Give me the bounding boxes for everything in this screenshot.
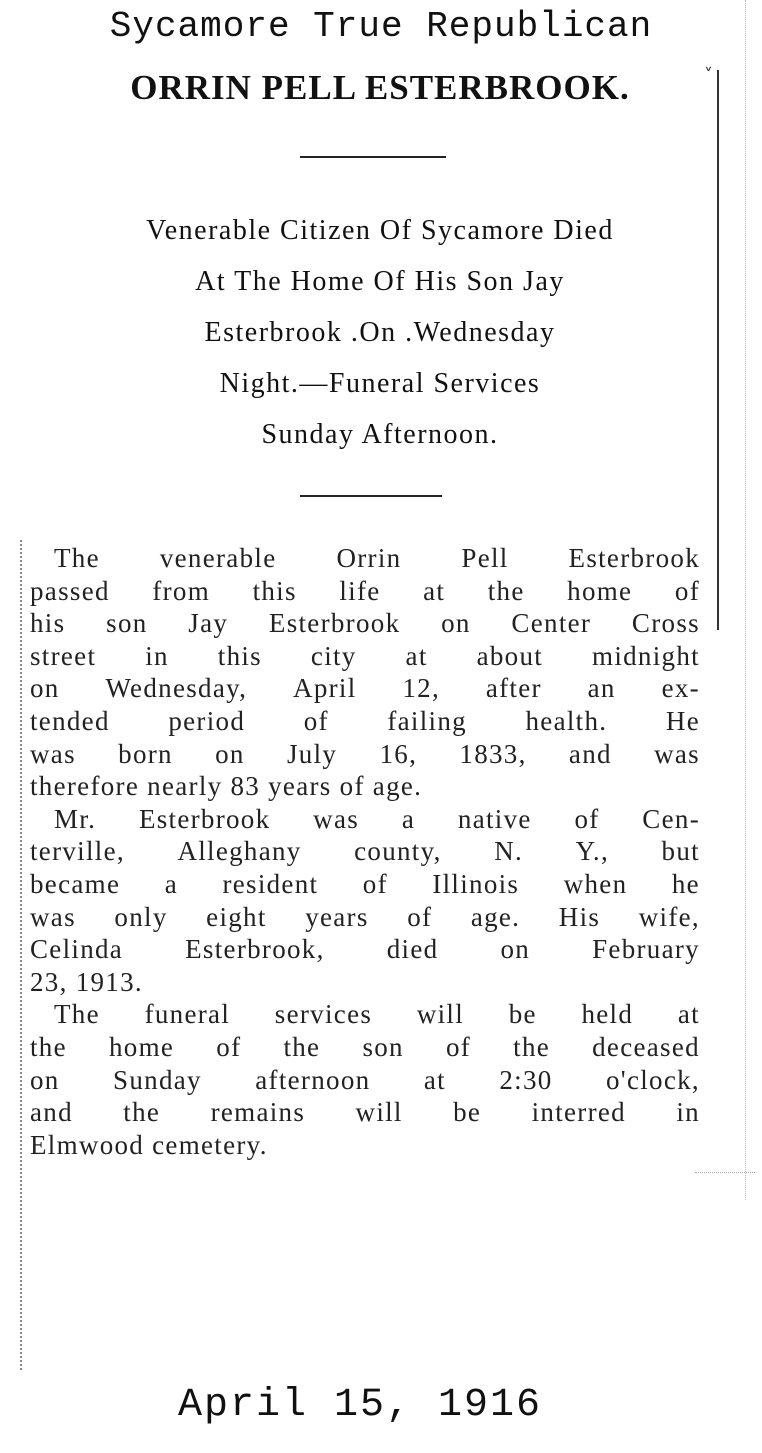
subhead-line: Sunday Afternoon. [261, 419, 499, 450]
article-line: on Wednesday, April 12, after an ex- [30, 673, 700, 704]
article-line: tended period of failing health. He [30, 705, 700, 736]
subhead-line: At The Home Of His Son Jay [195, 266, 565, 297]
subhead-line: Venerable Citizen Of Sycamore Died [146, 215, 614, 246]
article-line: Celinda Esterbrook, died on February [30, 934, 700, 965]
article-line: the home of the son of the deceased [30, 1031, 700, 1062]
column-corner-mark: ˅ [704, 65, 713, 86]
article-line: 23, 1913. [30, 966, 143, 997]
subhead-line: Esterbrook .On .Wednesday [204, 317, 556, 348]
newspaper-masthead: Sycamore True Republican [109, 6, 653, 47]
page-edge-dots [745, 0, 746, 1200]
article-line: therefore nearly 83 years of age. [30, 771, 423, 802]
article-line: street in this city at about midnight [30, 640, 700, 671]
article-line: The venerable Orrin Pell Esterbrook [54, 543, 700, 573]
article-line: and the remains will be interred in [30, 1097, 700, 1128]
dotted-trail [695, 1172, 755, 1173]
column-border-left [20, 540, 22, 1370]
article-line: The funeral services will be held at [54, 999, 700, 1030]
article-line: Elmwood cemetery. [30, 1129, 268, 1160]
article-line: was only eight years of age. His wife, [30, 901, 700, 932]
article-line: Mr. Esterbrook was a native of Cen- [54, 803, 700, 834]
headline-divider [300, 156, 446, 158]
subhead-line: Night.—Funeral Services [219, 368, 541, 399]
article-line: passed from this life at the home of [30, 575, 700, 606]
publication-date: April 15, 1916 [177, 1383, 543, 1428]
article-line: terville, Alleghany county, N. Y., but [30, 836, 700, 867]
article-body [30, 542, 700, 1161]
subhead-divider [300, 495, 442, 497]
sub-headline [30, 205, 730, 460]
article-line: was born on July 16, 1833, and was [30, 738, 700, 769]
article-line: his son Jay Esterbrook on Center Cross [30, 608, 700, 639]
article-line: on Sunday afternoon at 2:30 o'clock, [30, 1064, 700, 1095]
article-line: became a resident of Illinois when he [30, 868, 700, 899]
obituary-headline: ORRIN PELL ESTERBROOK. [130, 68, 630, 107]
